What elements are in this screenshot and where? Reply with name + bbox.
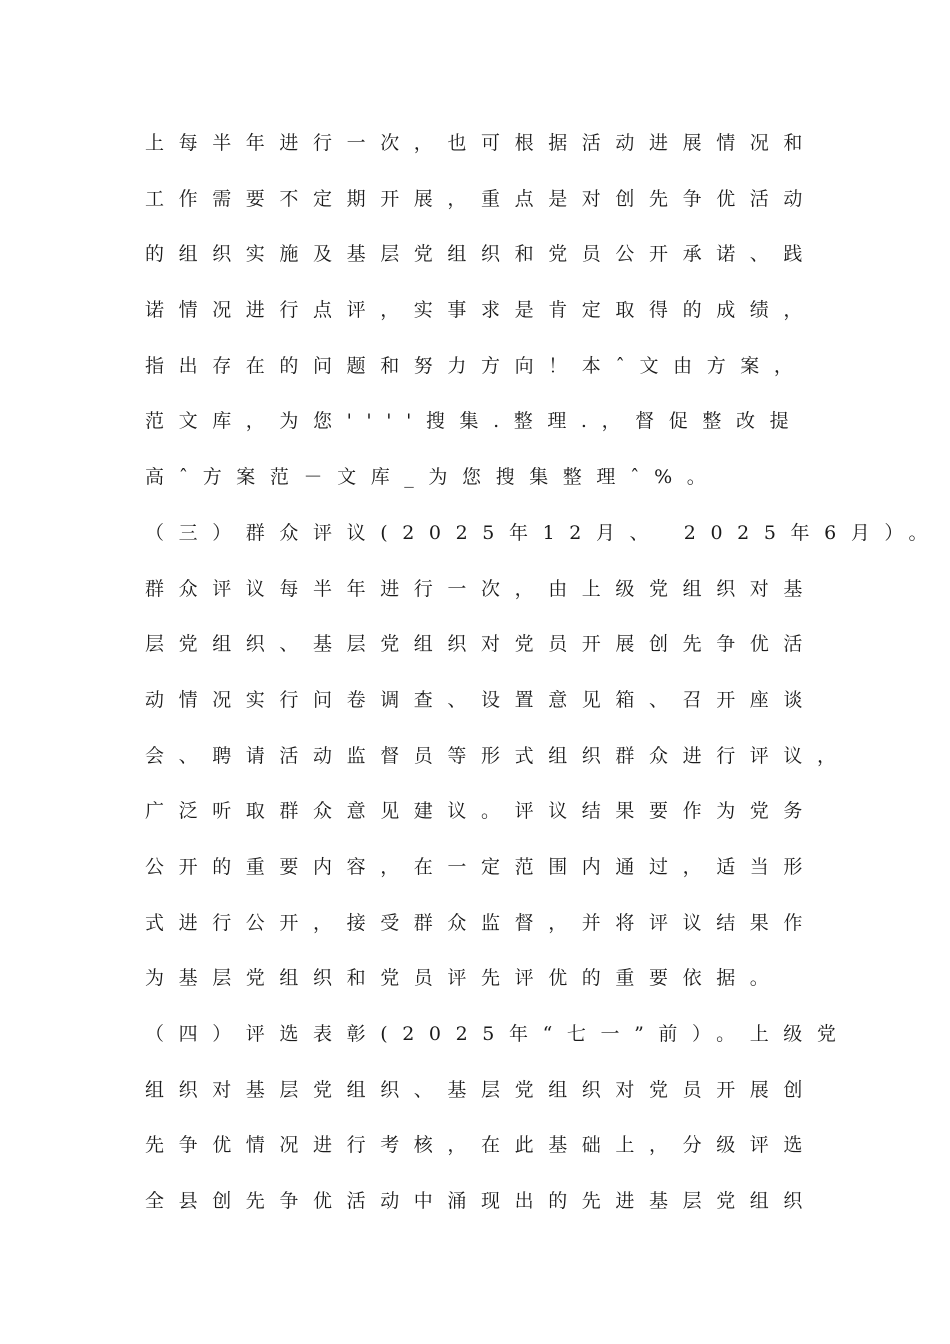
text-line: 高ˆ方案范－文库_为您搜集整理ˆ%。 bbox=[145, 466, 721, 489]
text-line: 范文库，为您''''搜集.整理.，督促整改提 bbox=[145, 410, 804, 433]
text-line: 会、聘请活动监督员等形式组织群众进行评议， bbox=[145, 744, 851, 767]
text-line: 上每半年进行一次，也可根据活动进展情况和 bbox=[145, 132, 818, 154]
text-line: 广泛听取群众意见建议。评议结果要作为党务 bbox=[145, 800, 818, 823]
text-line: 公开的重要内容，在一定范围内通过，适当形 bbox=[145, 855, 818, 878]
text-line: 层党组织、基层党组织对党员开展创先争优活 bbox=[145, 633, 818, 656]
text-line: 为基层党组织和党员评先评优的重要依据。 bbox=[145, 967, 784, 990]
section-heading-line: （四）评选表彰(2025年“七一”前）。上级党 bbox=[145, 1023, 851, 1045]
text-line: 诺情况进行点评，实事求是肯定取得的成绩， bbox=[145, 299, 818, 322]
text-line: 动情况实行问卷调查、设置意见箱、召开座谈 bbox=[145, 688, 818, 711]
text-line: 组织对基层党组织、基层党组织对党员开展创 bbox=[145, 1078, 818, 1101]
text-line: 全县创先争优活动中涌现出的先进基层党组织 bbox=[145, 1190, 818, 1213]
section-heading-line: （三）群众评议(2025年12月、 2025年6月）。 bbox=[145, 521, 943, 544]
body-text bbox=[145, 116, 943, 1230]
text-line: 式进行公开，接受群众监督，并将评议结果作 bbox=[145, 911, 818, 934]
text-line: 指出存在的问题和努力方向！本ˆ文由方案， bbox=[145, 354, 808, 377]
text-line: 的组织实施及基层党组织和党员公开承诺、践 bbox=[145, 243, 818, 266]
text-line: 先争优情况进行考核，在此基础上，分级评选 bbox=[145, 1134, 818, 1157]
text-line: 群众评议每半年进行一次，由上级党组织对基 bbox=[145, 577, 818, 600]
text-line: 工作需要不定期开展，重点是对创先争优活动 bbox=[145, 187, 818, 210]
